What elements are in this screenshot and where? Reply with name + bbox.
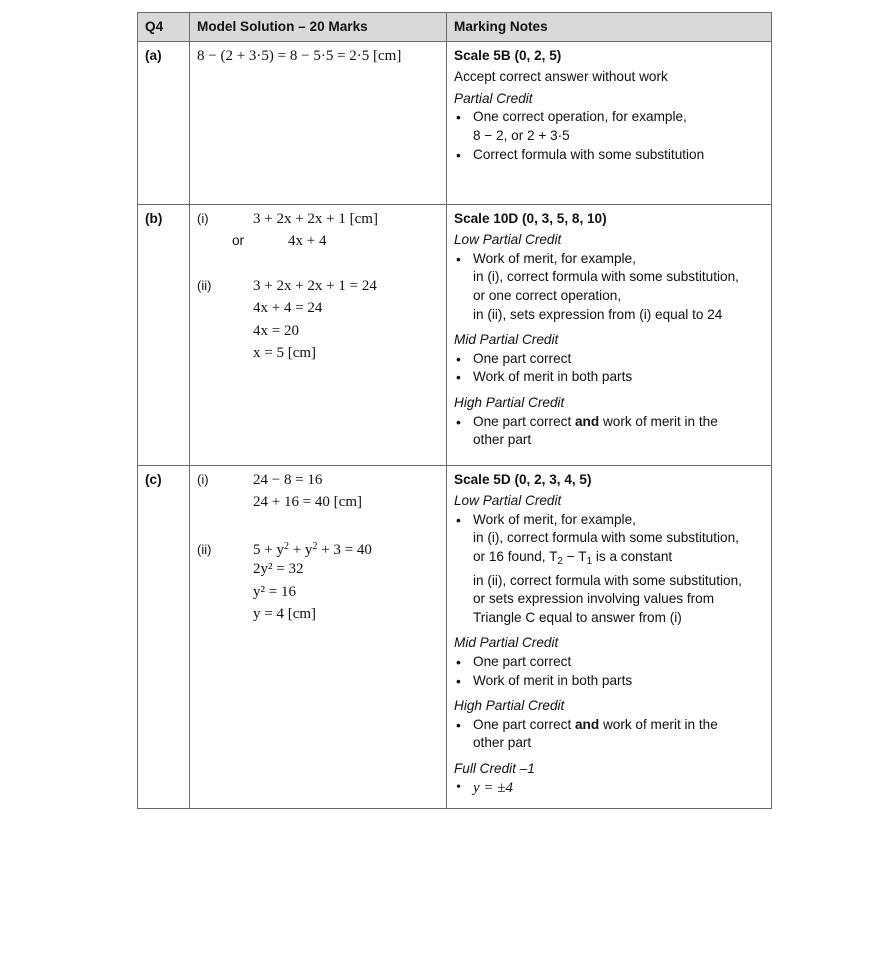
part-c-i-eq-1: 24 − 8 = 16 [253, 471, 323, 488]
header-marking-notes: Marking Notes [447, 13, 772, 42]
part-b-i-expr: 3 + 2x + 2x + 1 [cm] [253, 210, 378, 227]
list-item [454, 716, 765, 753]
part-a-scale: Scale 5B (0, 2, 5) [454, 47, 562, 63]
part-a-notes [447, 41, 772, 204]
part-b-low-title: Low Partial Credit [454, 232, 562, 248]
part-b-mid-list [454, 350, 765, 387]
part-b-solution [190, 204, 447, 465]
part-c-full-title: Full Credit –1 [454, 760, 535, 776]
part-b-ii-label: (ii) [197, 277, 212, 293]
high-credit-and: and [575, 716, 600, 732]
row-part-a [138, 41, 772, 204]
list-item: • y = ±4 [454, 779, 765, 798]
header-row [138, 13, 772, 42]
part-b-notes [447, 204, 772, 465]
part-a-solution [190, 41, 447, 204]
part-a-label: (a) [138, 41, 190, 204]
part-c-scale: Scale 5D (0, 2, 3, 4, 5) [454, 471, 592, 487]
part-c-ii-label: (ii) [197, 541, 212, 557]
part-c-mid-list [454, 653, 765, 690]
high-credit-text-end: work of merit in the other part [473, 413, 718, 448]
part-c-label: (c) [138, 465, 190, 808]
part-b-ii-eq-3: 4x = 20 [253, 322, 299, 339]
part-b-ii-answer: x = 5 [cm] [253, 345, 317, 362]
part-c-low-list [454, 511, 765, 628]
list-item: • One correct operation, for example, 8 − 2, or 2 + 3·5 [454, 108, 765, 145]
part-b-mid-title: Mid Partial Credit [454, 332, 559, 348]
part-c-ii-eq-1: $5 + y^2 + y^2 + 3 = 40$ [253, 540, 372, 558]
high-credit-text: One part correct [473, 413, 575, 429]
part-c-low-title: Low Partial Credit [454, 493, 562, 509]
part-c-high-list [454, 716, 765, 753]
part-c-mid-title: Mid Partial Credit [454, 635, 559, 651]
part-b-i-simplified: 4x + 4 [288, 233, 327, 250]
high-credit-text: One part correct [473, 716, 575, 732]
list-item [454, 413, 765, 450]
row-part-c [138, 465, 772, 808]
part-b-scale: Scale 10D (0, 3, 5, 8, 10) [454, 210, 607, 226]
part-c-i-label: (i) [197, 471, 209, 487]
part-c-full-list [454, 779, 765, 798]
list-item: • Correct formula with some substitution [454, 146, 765, 165]
marking-scheme-table [137, 12, 772, 809]
part-c-i-answer: 24 + 16 = 40 [cm] [253, 494, 362, 511]
part-b-or: or [232, 233, 245, 249]
header-model-solution: Model Solution – 20 Marks [190, 13, 447, 42]
list-item: • Work of merit, for example, in (i), correct formula with some substitution, or one correct operation, in (ii), sets expression from (i) equal to 24 [454, 250, 765, 324]
part-a-accept: Accept correct answer without work [454, 69, 668, 85]
list-item: • Work of merit in both parts [454, 368, 765, 387]
part-b-label: (b) [138, 204, 190, 465]
part-c-notes [447, 465, 772, 808]
part-a-partial-list [454, 108, 765, 164]
high-credit-and: and [575, 413, 600, 429]
list-item: • Work of merit in both parts [454, 672, 765, 691]
part-a-partial-title: Partial Credit [454, 90, 533, 106]
part-c-ii-eq-3: y² = 16 [253, 583, 296, 600]
row-part-b [138, 204, 772, 465]
part-a-solution-expr: 8 − (2 + 3·5) = 8 − 5·5 = 2·5 [cm] [197, 47, 402, 64]
header-question: Q4 [138, 13, 190, 42]
part-c-high-title: High Partial Credit [454, 698, 565, 714]
list-item: • One part correct [454, 653, 765, 672]
list-item: • Work of merit, for example, in (i), correct formula with some substitution, or 16 found, $T_2 - T_1$ is a constant in (ii), correct formula with some substitution, or sets expression involving values from Triangle C equal to answer from (i) [454, 511, 765, 628]
part-b-high-list [454, 413, 765, 450]
part-b-high-title: High Partial Credit [454, 394, 565, 410]
part-b-low-list [454, 250, 765, 324]
marking-scheme-sheet [137, 12, 771, 809]
part-c-ii-answer: y = 4 [cm] [253, 606, 317, 623]
list-item: • One part correct [454, 350, 765, 369]
part-b-ii-eq-1: 3 + 2x + 2x + 1 = 24 [253, 277, 377, 294]
part-b-i-label: (i) [197, 210, 209, 226]
high-credit-text-end: work of merit in the other part [473, 716, 718, 751]
part-c-ii-eq-2: 2y² = 32 [253, 561, 304, 578]
part-c-solution [190, 465, 447, 808]
part-b-ii-eq-2: 4x + 4 = 24 [253, 300, 323, 317]
